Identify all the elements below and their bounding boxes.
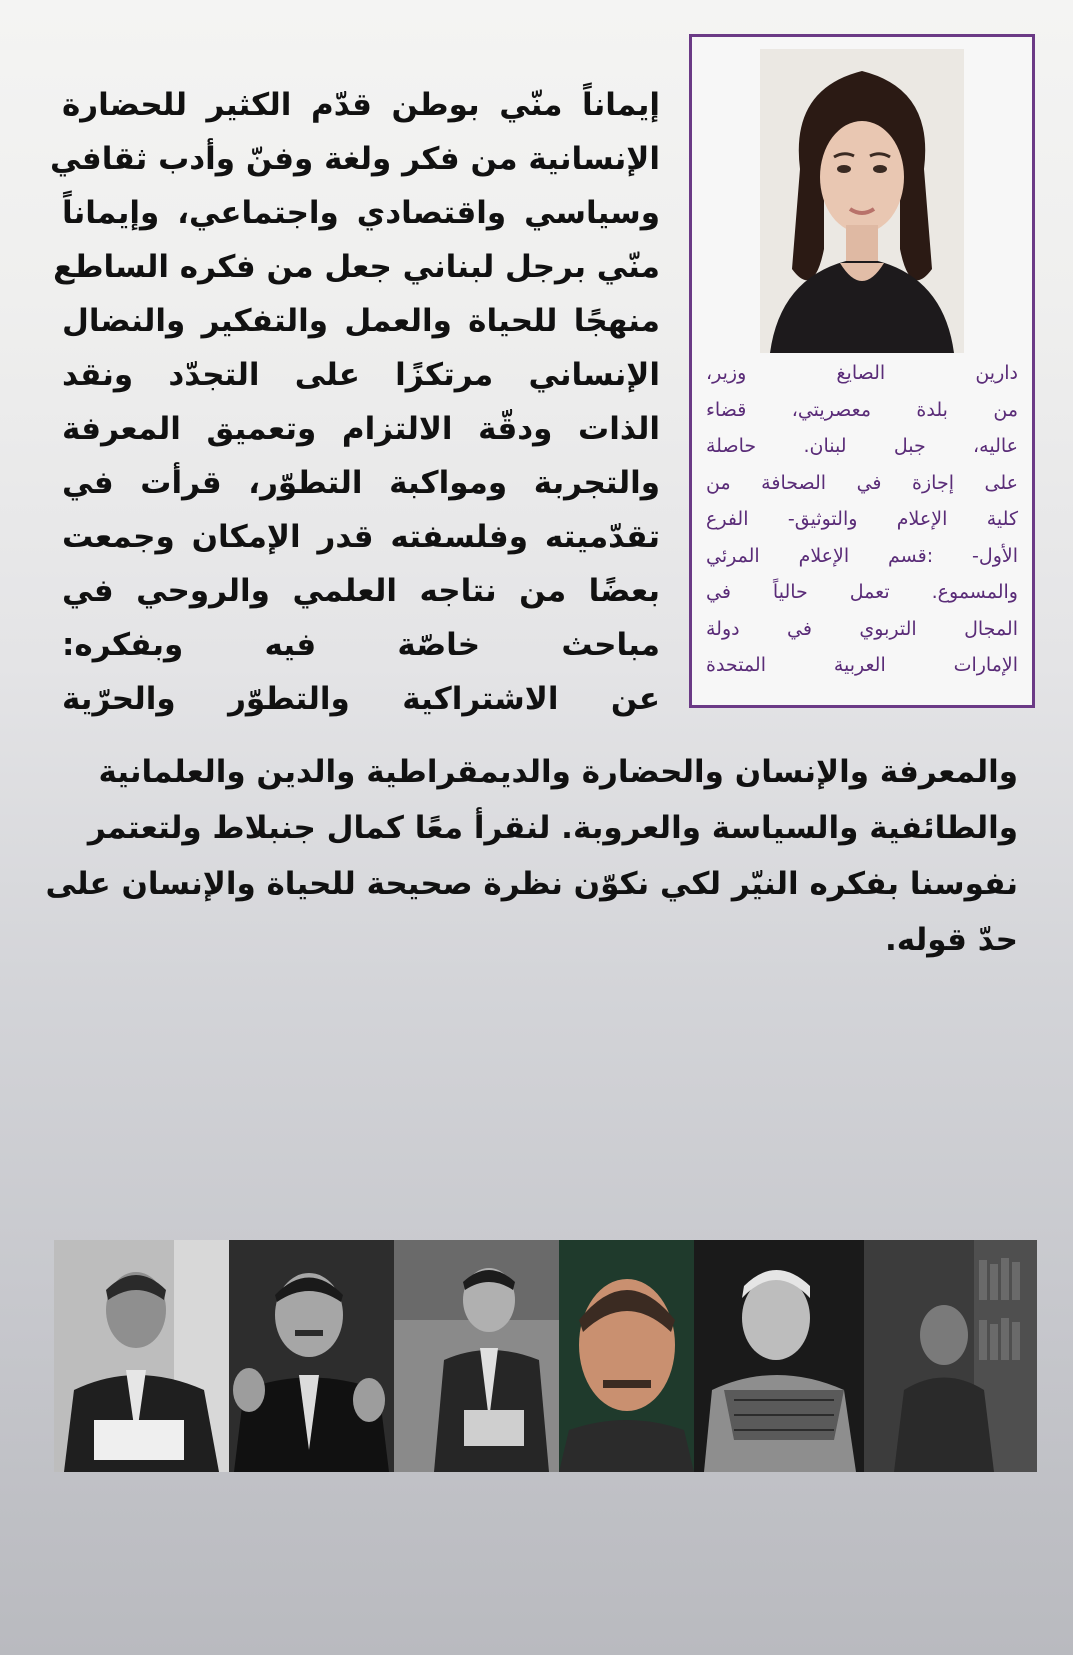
- main-paragraph: [50, 78, 660, 726]
- bio-line: والمسموع. تعمل حالياً في: [706, 581, 1018, 603]
- bio-line: الإمارات العربية المتحدة: [706, 654, 1018, 676]
- main-line: عن الاشتراكية والتطوّر والحرّية: [62, 681, 660, 717]
- main-line: الإنسانية من فكر ولغة وفنّ وأدب ثقافي: [50, 141, 660, 177]
- bio-line: الأول- :قسم الإعلام المرئي: [706, 544, 1018, 567]
- main-line: مباحث خاصّة فيه وبفكره:: [62, 627, 660, 663]
- main-line: الذات ودقّة الالتزام وتعميق المعرفة: [62, 411, 660, 447]
- author-bio-text: [706, 355, 1018, 684]
- photo-seated: [394, 1240, 559, 1472]
- photo-reading: [54, 1240, 229, 1472]
- main-line: بعضًا من نتاجه العلمي والروحي في: [62, 573, 660, 609]
- main-line: إيماناً منّي بوطن قدّم الكثير للحضارة: [62, 87, 660, 123]
- main-line: الإنساني مرتكزًا على التجدّد ونقد: [62, 357, 660, 393]
- photo-color-portrait: [559, 1240, 694, 1472]
- author-portrait-illustration: [760, 49, 964, 353]
- photo-keffiyeh: [694, 1240, 864, 1472]
- bio-line: كلية الإعلام والتوثيق- الفرع: [706, 508, 1018, 530]
- bio-line: على إجازة في الصحافة من: [706, 471, 1018, 494]
- main-line: والتجربة ومواكبة التطوّر، قرأت في: [62, 465, 660, 501]
- lower-paragraph: [45, 744, 1018, 968]
- bio-line: دارين الصايغ وزير،: [706, 362, 1018, 384]
- author-bio-box: [689, 34, 1035, 708]
- bio-line: من بلدة معصريتي، قضاء: [706, 398, 1018, 421]
- author-portrait: [760, 49, 964, 353]
- bio-line: المجال التربوي في دولة: [706, 617, 1018, 640]
- main-line: منهجًا للحياة والعمل والتفكير والنضال: [62, 303, 660, 339]
- photo-library: [864, 1240, 1037, 1472]
- lower-line: حدّ قوله.: [885, 922, 1018, 958]
- lower-line: نفوسنا بفكره النيّر لكي نكوّن نظرة صحيحة للحياة والإنسان على: [45, 866, 1018, 902]
- main-line: تقدّميته وفلسفته قدر الإمكان وجمعت: [62, 519, 660, 555]
- lower-line: والطائفية والسياسة والعروبة. لنقرأ معًا كمال جنبلاط ولتعتمر: [87, 810, 1018, 846]
- photo-strip: [54, 1240, 1037, 1472]
- photo-gesturing: [229, 1240, 394, 1472]
- bio-line: عاليه، جبل لبنان. حاصلة: [706, 435, 1018, 457]
- main-line: وسياسي واقتصادي واجتماعي، وإيماناً: [62, 195, 660, 231]
- main-line: منّي برجل لبناني جعل من فكره الساطع: [53, 249, 660, 285]
- lower-line: والمعرفة والإنسان والحضارة والديمقراطية والدين والعلمانية: [98, 754, 1018, 790]
